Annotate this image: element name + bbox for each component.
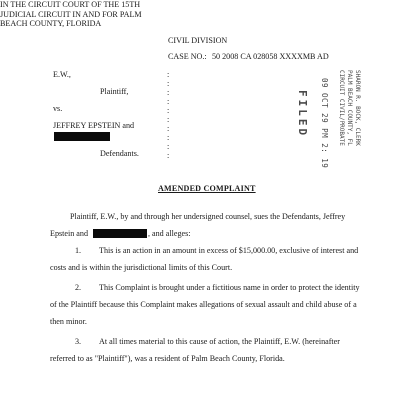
paragraph-1-number: 1. bbox=[75, 246, 82, 255]
clerk-office-line-2: PALM BEACH COUNTY, FL bbox=[346, 70, 353, 146]
caption-colon: : bbox=[167, 115, 170, 124]
paragraph-2-line-3: then minor. bbox=[50, 317, 87, 326]
filed-date-stamp: 09 OCT 29 PM 2: 19 bbox=[320, 78, 329, 169]
case-number-value: 50 2008 CA 028058 XXXXMB AD bbox=[212, 52, 329, 61]
caption-colon: : bbox=[167, 151, 170, 160]
intro-line-1: Plaintiff, E.W., by and through her undersigned counsel, sues the Defendants, Jeffrey bbox=[70, 212, 346, 221]
paragraph-2-number: 2. bbox=[75, 283, 82, 292]
defendant-role: Defendants. bbox=[100, 149, 139, 158]
caption-colon: : bbox=[167, 70, 170, 79]
plaintiff-role: Plaintiff, bbox=[100, 87, 129, 96]
versus: vs. bbox=[53, 104, 63, 113]
paragraph-3-line-1: At all times material to this cause of action, the Plaintiff, E.W. (hereinafter bbox=[99, 337, 340, 346]
caption-colon: : bbox=[167, 97, 170, 106]
court-header-line-1: IN THE CIRCUIT COURT OF THE 15TH bbox=[0, 0, 141, 9]
document-title: AMENDED COMPLAINT bbox=[158, 184, 256, 193]
caption-colon: : bbox=[167, 124, 170, 133]
paragraph-3-number: 3. bbox=[75, 337, 82, 346]
caption-colon: : bbox=[167, 88, 170, 97]
court-header-line-3: BEACH COUNTY, FLORIDA bbox=[0, 19, 102, 29]
clerk-office-line-1: SHARON R. BOCK, CLERK bbox=[354, 70, 361, 146]
caption-colon: : bbox=[167, 133, 170, 142]
paragraph-2-line-2: of the Plaintiff because this Complaint makes allegations of sexual assault and child abuse of a bbox=[50, 300, 357, 309]
intro-line-2b: , and alleges: bbox=[148, 229, 191, 238]
court-header bbox=[0, 0, 150, 29]
paragraph-1-line-1: This is an action in an amount in excess of $15,000.00, exclusive of interest and bbox=[99, 246, 359, 255]
filed-stamp: FILED bbox=[296, 90, 309, 139]
paragraph-3-line-2: referred to as "Plaintiff"), was a resident of Palm Beach County, Florida. bbox=[50, 354, 285, 363]
intro-line-2a: Epstein and bbox=[50, 229, 88, 238]
case-number-label: CASE NO.: bbox=[168, 52, 207, 61]
caption-colon: : bbox=[167, 142, 170, 151]
caption-colon: : bbox=[167, 79, 170, 88]
caption-colon: : bbox=[167, 106, 170, 115]
civil-division: CIVIL DIVISION bbox=[168, 36, 228, 45]
defendant-names: JEFFREY EPSTEIN and bbox=[53, 121, 135, 130]
plaintiff-name: E.W., bbox=[53, 70, 71, 79]
paragraph-1-line-2: costs and is within the jurisdictional limits of this Court. bbox=[50, 263, 233, 272]
paragraph-2-line-1: This Complaint is brought under a fictitious name in order to protect the identity bbox=[99, 283, 360, 292]
redaction-bar-caption bbox=[54, 132, 110, 141]
court-header-line-2: JUDICIAL CIRCUIT IN AND FOR PALM bbox=[0, 9, 142, 19]
clerk-office-line-3: CIRCUIT CIVIL/PROBATE bbox=[338, 70, 345, 146]
redaction-bar-body bbox=[93, 229, 147, 238]
